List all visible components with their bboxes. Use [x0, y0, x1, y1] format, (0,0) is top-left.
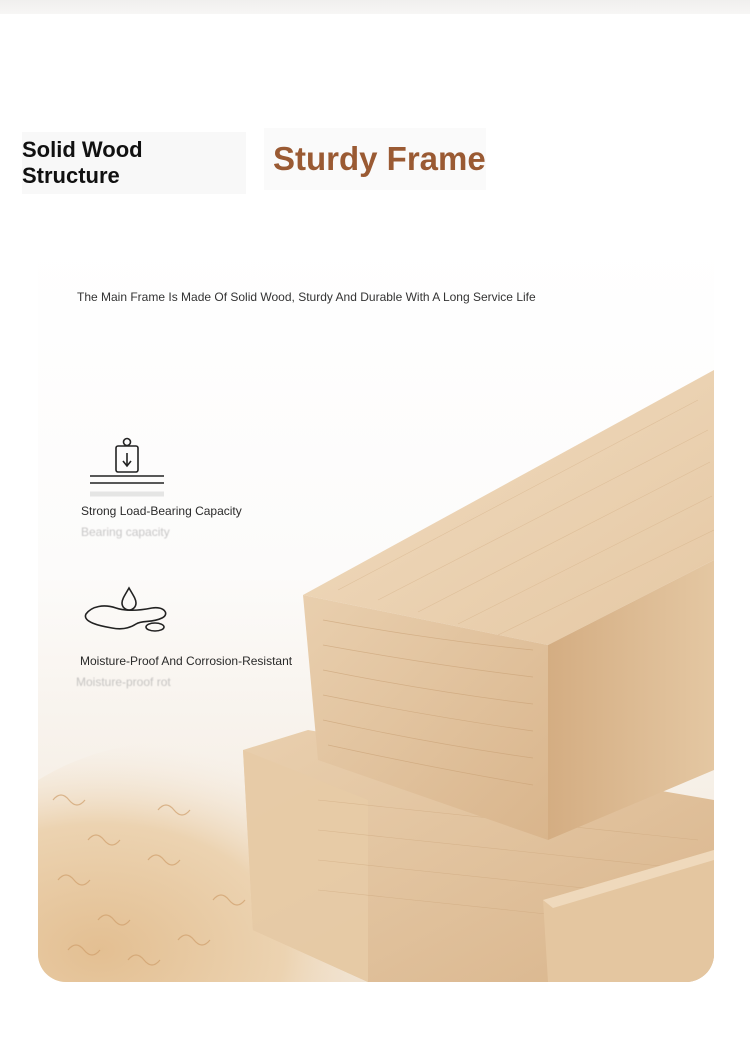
feature-load-bearing-label: Strong Load-Bearing Capacity	[81, 504, 242, 518]
weight-scale-icon	[88, 436, 166, 505]
title-solid-wood-structure: Solid Wood Structure	[22, 132, 246, 194]
main-plank	[303, 370, 714, 840]
water-drop-icon	[82, 586, 172, 643]
top-strip	[0, 0, 750, 14]
subtitle: The Main Frame Is Made Of Solid Wood, Sturdy And Durable With A Long Service Life	[77, 290, 536, 304]
title-row	[0, 128, 750, 198]
feature-moisture-proof-ghost-text: Moisture-proof rot	[76, 675, 171, 689]
feature-load-bearing-ghost-text: Bearing capacity	[81, 525, 170, 539]
title-sturdy-frame: Sturdy Frame	[264, 128, 486, 190]
feature-moisture-proof-label: Moisture-Proof And Corrosion-Resistant	[80, 654, 293, 668]
